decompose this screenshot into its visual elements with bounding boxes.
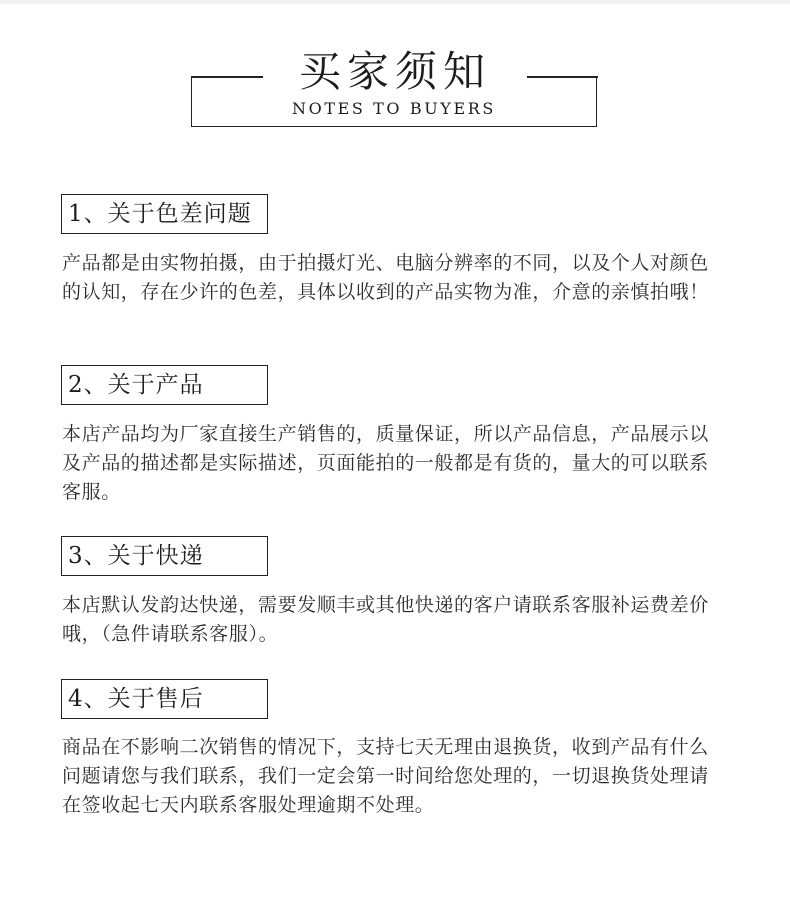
top-divider xyxy=(0,0,790,4)
section-body-product: 本店产品均为厂家直接生产销售的，质量保证，所以产品信息，产品展示以及产品的描述都是实际描述，页面能拍的一般都是有货的，量大的可以联系客服。 xyxy=(62,423,709,503)
section-heading-product: 2、关于产品 xyxy=(61,365,268,405)
section-heading-after-sales: 4、关于售后 xyxy=(61,679,268,719)
section-heading-delivery: 3、关于快递 xyxy=(61,536,268,576)
section-body-color-difference: 产品都是由实物拍摄，由于拍摄灯光、电脑分辨率的不同，以及个人对颜色的认知，存在少许的色差，具体以收到的产品实物为准，介意的亲慎拍哦！ xyxy=(62,252,709,303)
page-subtitle: NOTES TO BUYERS xyxy=(292,99,496,118)
section-heading-color-difference: 1、关于色差问题 xyxy=(61,194,268,234)
page-title: 买家须知 xyxy=(298,47,491,96)
section-body-delivery: 本店默认发韵达快递，需要发顺丰或其他快递的客户请联系客服补运费差价哦，（急件请联系客服）。 xyxy=(62,594,709,645)
section-body-after-sales: 商品在不影响二次销售的情况下，支持七天无理由退换货，收到产品有什么问题请您与我们联系，我们一定会第一时间给您处理的，一切退换货处理请在签收起七天内联系客服处理逾期不处理。 xyxy=(62,736,709,816)
